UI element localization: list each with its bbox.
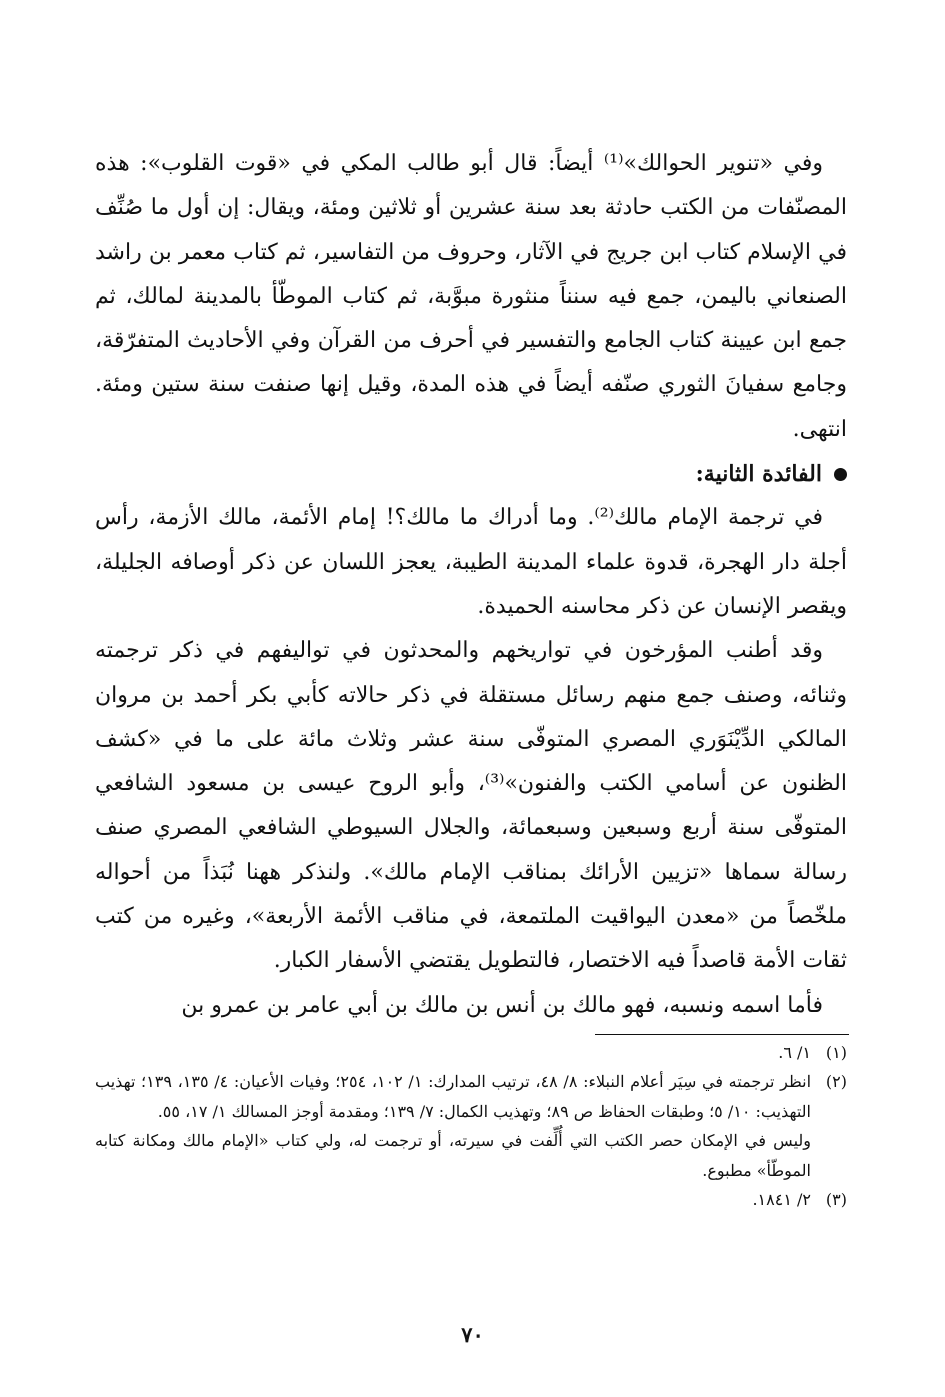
footnotes [95, 1038, 847, 1214]
main-text [95, 142, 847, 1028]
footnote-3 [95, 1185, 847, 1214]
footnote-text: ١/ ٦. [778, 1043, 811, 1062]
footnote-number: (٣) [825, 1190, 847, 1210]
footnote-2 [95, 1067, 847, 1185]
paragraph-historians: وقد أطنب المؤرخون في تواريخهم والمحدثون في تواليفهم في ذكر ترجمته وثنائه، وصنف جمع منهم رسائل مستقلة في ذكر حالاته كأبي بكر أحمد بن مروان المالكي الدِّيْنَوَري المصري المتوفّى سنة عشر وثلاث مائة على ما في «كشف الظنون عن أسامي الكتب والفنون»⁽³⁾، وأبو الروح عيسى بن مسعود الشافعي المتوفّى سنة أربع وسبعين وسبعمائة، والجلال السيوطي الشافعي المصري صنف رسالة سماها «تزيين الأرائك بمناقب الإمام مالك». ولنذكر ههنا نُبَذاً من أحواله ملخّصاً من «معدن اليواقيت الملتمعة، في مناقب الأئمة الأربعة»، وغيره من كتب ثقات الأمة قاصداً فيه الاختصار، فالتطويل يقتضي الأسفار الكبار. [95, 638, 847, 974]
footnote-separator [595, 1034, 849, 1035]
footnote-text: انظر ترجمته في سِيَر أعلام النبلاء: ٨/ ٤٨، ترتيب المدارك: ١/ ١٠٢، ٢٥٤؛ وفيات الأعيان: ٤/ ١٣٥، ١٣٩؛ تهذيب التهذيب: ١٠/ ٥؛ وطبقات الحفاظ ص ٨٩؛ وتهذيب الكمال: ٧/ ١٣٩؛ ومقدمة أوجز المسالك ١/ ١٧، ٥٥. [95, 1072, 812, 1121]
footnote-number: (١) [825, 1043, 847, 1062]
footnote-text: وليس في الإمكان حصر الكتب التي أُلِّفت في سيرته، أو ترجمت له، ولي كتاب «الإمام مالك ومكانة كتابه الموطّأ» مطبوع. [95, 1131, 811, 1180]
footnote-number: (٢) [825, 1072, 847, 1092]
page-number: ٧٠ [461, 1322, 484, 1347]
footnote-text: ٢/ ١٨٤١. [752, 1190, 811, 1210]
bullet-icon [834, 468, 847, 481]
paragraph-malik-intro: في ترجمة الإمام مالك⁽²⁾. وما أدراك ما مالك؟! إمام الأئمة، مالك الأزمة، رأس أجلة دار الهجرة، قدوة علماء المدينة الطيبة، يعجز اللسان عن ذكر أوصافه الجليلة، ويقصر الإنسان عن ذكر محاسنه الحميدة. [95, 505, 847, 619]
section-heading [95, 452, 847, 496]
paragraph-tanwir: وفي «تنوير الحوالك»⁽¹⁾ أيضاً: قال أبو طالب المكي في «قوت القلوب»: هذه المصنّفات من الكتب حادثة بعد سنة عشرين أو ثلاثين ومئة، ويقال: إن أول ما صُنِّف في الإسلام كتاب ابن جريج في الآثار، وحروف من التفاسير، ثم كتاب معمر بن راشد الصنعاني باليمن، جمع فيه سنناً منثورة مبوَّبة، ثم كتاب الموطّأ بالمدينة لمالك، ثم جمع ابن عيينة كتاب الجامع والتفسير في أحرف من القرآن وفي الأحاديث المتفرّقة، وجامع سفيانَ الثوري صنّفه أيضاً في هذه المدة، وقيل إنها صنفت سنة ستين ومئة. انتهى. [95, 151, 847, 442]
section-heading-text: الفائدة الثانية: [695, 461, 822, 488]
paragraph-name-lineage: فأما اسمه ونسبه، فهو مالك بن أنس بن مالك بن أبي عامر بن عمرو بن [181, 992, 823, 1018]
footnote-1 [95, 1038, 847, 1067]
